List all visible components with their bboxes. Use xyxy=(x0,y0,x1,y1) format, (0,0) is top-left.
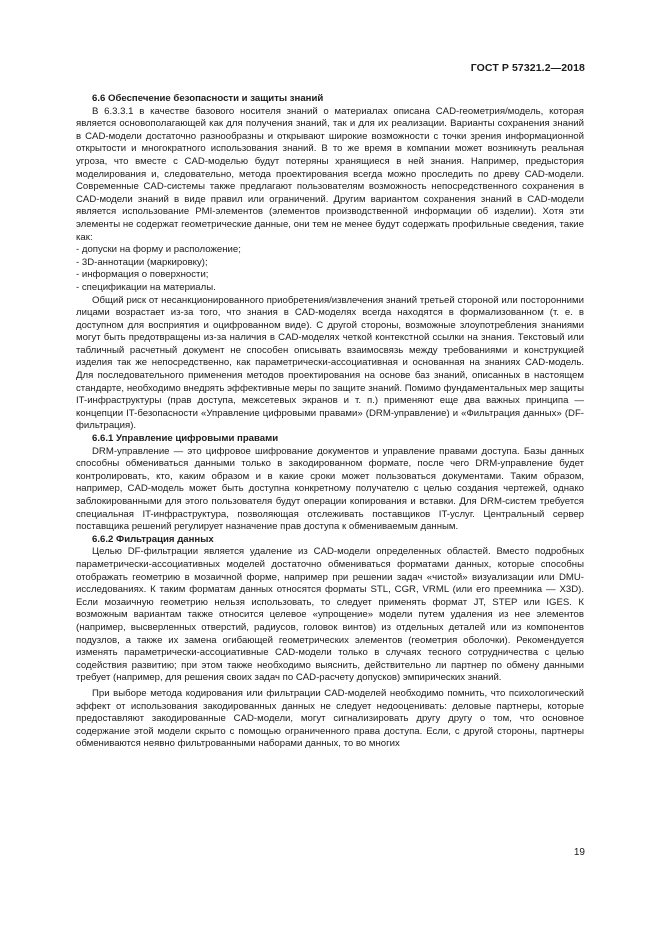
paragraph-6-6-risk: Общий риск от несанкционированного приобретения/извлечения знаний третьей стороной или посторонними лицами возрастает из-за того, что знания в CAD-моделях всегда находятся в формализованном (т. е. в доступном для восприятия и оцифрованном виде). С другой стороны, возможные злоупотребления знаниями могут быть предотвращены из-за наличия в CAD-моделях четкой контекстной ссылки на знания. Текстовый или табличный расчетный документ не способен описывать взаимосвязь между требованиями и конструкцией изделия так же непосредственно, как параметрически-ассоциативная и основанная на знаниях CAD-модель. Для последовательного применения методов проектирования на основе баз знаний, описанных в настоящем стандарте, необходимо внедрять эффективные меры по защите знаний. Помимо фундаментальных мер защиты IT-инфраструктуры (прав доступа, межсетевых экранов и т. п.) применяют еще два важных принципа — концепции IT-безопасности «Управление цифровыми правами» (DRM-управление) и «Фильтрация данных» (DF-фильтрация). xyxy=(76,294,584,432)
list-item: - допуски на форму и расположение; xyxy=(76,244,584,257)
pmi-info-list xyxy=(76,244,584,294)
document-id-header: ГОСТ Р 57321.2—2018 xyxy=(470,62,585,74)
paragraph-6-6-intro: В 6.3.3.1 в качестве базового носителя знаний о материалах описана CAD-геометрия/модель, которая является основополагающей как для получения знаний, так и для их реализации. Варианты сохранения знаний в CAD-модели достаточно разнообразны и открывают широкие возможности с точки зрения информационной открытости и многократного использования знаний. В то же время в компании может возникнуть реальная угроза, что вместе с CAD-моделью будут потеряны хранящиеся в ней знания. Например, предыстория моделирования и, следовательно, метода проектирования всегда можно проследить по древу CAD-модели. Современные CAD-системы также предлагают пользователям возможность непосредственного сохранения в CAD-модели знаний в виде правил или ограничений. Другим вариантом сохранения знаний в CAD-модели является использование PMI-элементов (элементов производственной информации об изделии). Хотя эти элементы не содержат геометрические данные, они тем не менее будут содержать профильные сведения, такие как: xyxy=(76,105,584,243)
paragraph-6-6-2-b: При выборе метода кодирования или фильтрации CAD-моделей необходимо помнить, что психологический эффект от использования закодированных данных не следует недооценивать: деловые партнеры, которые предоставляют закодированные CAD-модели, могут сигнализировать другу другу о том, что основное содержание этой модели скрыто с помощью ограниченного права доступа. Если, с другой стороны, партнеры обмениваются неявно фильтрованными наборами данных, то во многих xyxy=(76,687,584,750)
list-item: - 3D-аннотации (маркировку); xyxy=(76,257,584,270)
list-item: - спецификации на материалы. xyxy=(76,282,584,295)
list-item: - информация о поверхности; xyxy=(76,269,584,282)
section-heading-6-6-1: 6.6.1 Управление цифровыми правами xyxy=(92,433,279,445)
paragraph-6-6-2-a: Целью DF-фильтрации является удаление из CAD-модели определенных областей. Вместо подробных параметрически-ассоциативных моделей достаточно обмениваться форматами данных, которые способны отображать геометрию в мозаичной форме, например при решении задач «чистой» визуализации или DMU-исследованиях. К таким форматам данных относятся форматы STL, CGR, VRML (или его преемника — X3D). Если мозаичную геометрию нельзя использовать, то следует применять формат JT, STEP или IGES. К возможным вариантам также относится целевое «упрощение» модели путем удаления из нее элементов (например, высверленных отверстий, радиусов, головок винтов) из отдельных деталей или из компонентов подузлов, а также их замена огибающей геометрических элементов (геометрия оболочки). Рекомендуется изменять параметрически-ассоциативные CAD-модели только в случаях тесного сотрудничества с целью содействия развитию; при этом также необходимо выяснить, действительно ли партнер по обмену данными требует (например, для решения своих задач по CAD-расчету допусков) эмпирических знаний. xyxy=(76,546,584,684)
document-body xyxy=(76,93,584,751)
section-heading-6-6-2: 6.6.2 Фильтрация данных xyxy=(92,533,214,545)
paragraph-6-6-1: DRM-управление — это цифровое шифрование документов и управление правами доступа. Базы данных способны обмениваться данными только в закодированном формате, после чего DRM-управление будет контролировать, кто, каким образом и в какие сроки может пользоваться документами. Таким образом, например, CAD-модель может быть доступна конкретному получателю с целью создания чертежей, однако заблокированными для этого пользователя будут операции копирования и вставки. Для DRM-систем требуется специальная IT-инфраструктура, позволяющая отслеживать поставщиков IT-услуг. Центральный сервер поставщика решений регулирует назначение прав доступа к обмениваемым данным. xyxy=(76,445,584,533)
page-number: 19 xyxy=(573,847,585,858)
section-heading-6-6: 6.6 Обеспечение безопасности и защиты знаний xyxy=(92,93,324,104)
